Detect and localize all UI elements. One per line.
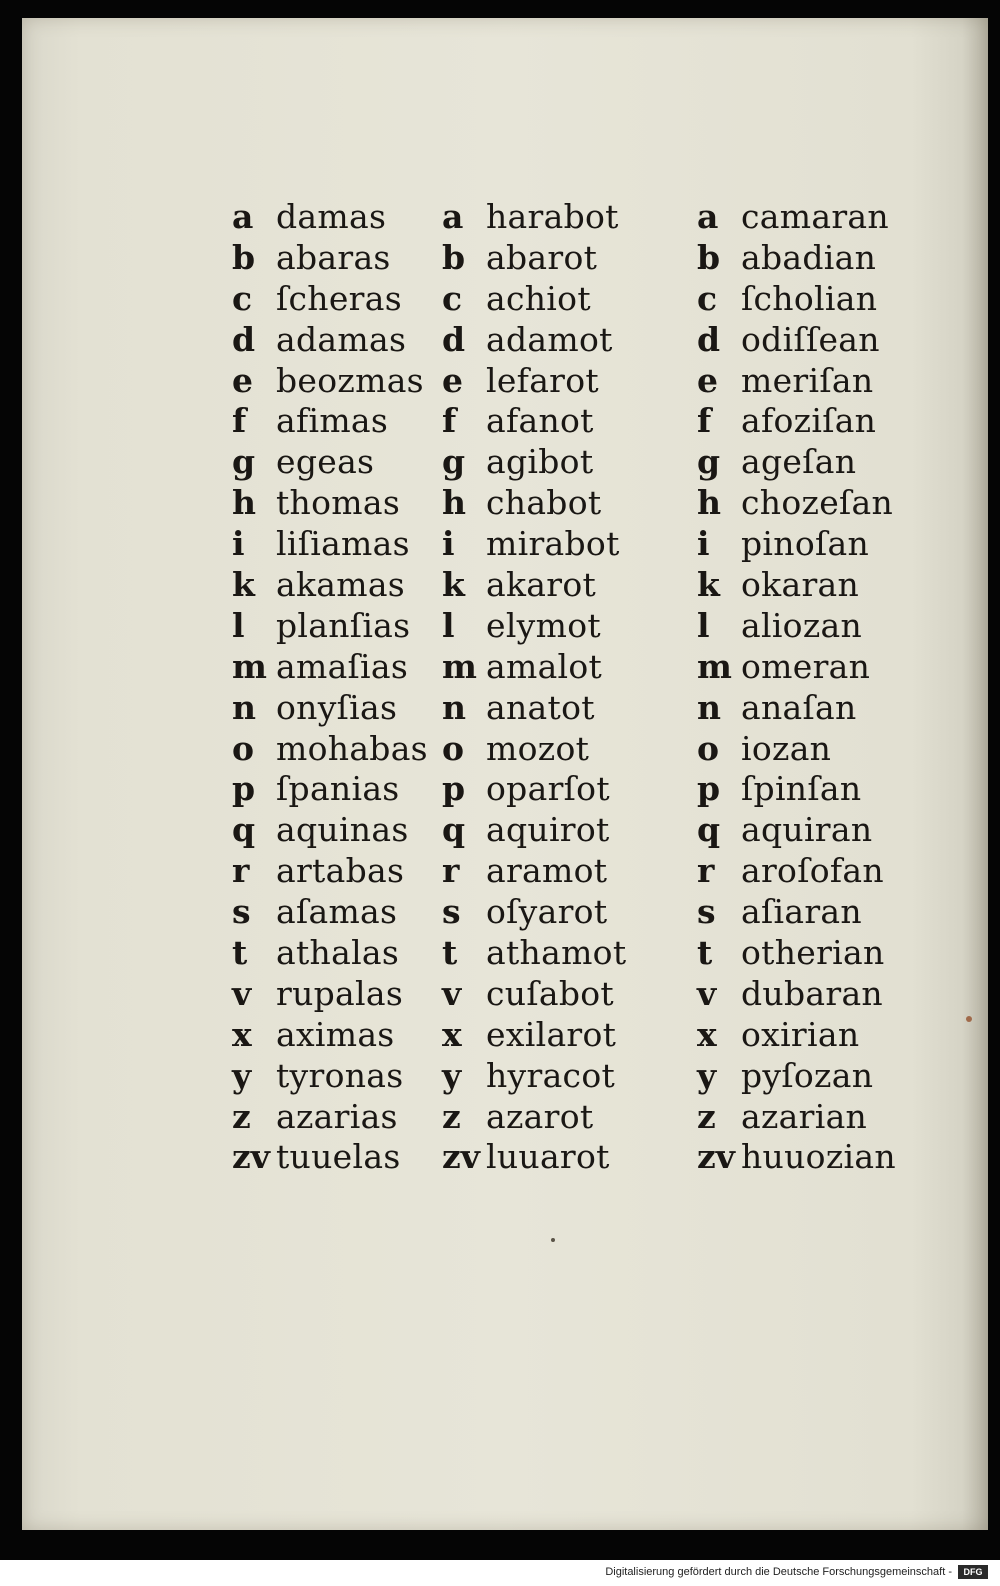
row-word: agibot [486,442,594,482]
row-word: aſamas [276,892,398,932]
alphabet-row [697,1096,896,1137]
row-word: aroſofan [741,851,884,891]
row-word: otherian [741,932,885,972]
alphabet-row [232,400,428,441]
row-letter: a [442,196,464,236]
row-letter: z [232,1096,251,1136]
row-word: abarot [486,237,598,277]
row-word: aſiaran [741,892,862,932]
row-word: chabot [486,483,602,523]
row-word: afimas [276,401,389,441]
row-letter: i [697,524,710,564]
row-letter: l [697,605,710,645]
row-letter: zv [232,1137,270,1177]
row-letter: k [442,564,465,604]
row-letter: r [232,851,250,891]
alphabet-row [232,319,428,360]
alphabet-row [697,523,896,564]
alphabet-row [697,441,896,482]
row-word: harabot [486,196,619,236]
row-letter: q [442,810,466,850]
row-word: aquiran [741,810,873,850]
row-letter: q [697,810,721,850]
row-word: ſcholian [741,278,878,318]
row-word: amalot [486,646,603,686]
row-letter: z [697,1096,716,1136]
row-letter: c [232,278,253,318]
row-word: akamas [276,564,406,604]
row-letter: v [697,973,717,1013]
row-word: thomas [276,483,401,523]
row-letter: o [697,728,720,768]
row-letter: d [697,319,721,359]
row-letter: b [442,237,466,277]
alphabet-row [232,687,428,728]
row-letter: t [442,932,458,972]
alphabet-row [442,1055,626,1096]
row-word: anatot [486,687,595,727]
alphabet-row [697,196,896,237]
row-letter: x [442,1014,462,1054]
alphabet-row [697,932,896,973]
row-word: ſcheras [276,278,402,318]
alphabet-row [697,646,896,687]
row-word: afanot [486,401,594,441]
row-letter: d [232,319,256,359]
row-word: aquirot [486,810,610,850]
row-letter: n [442,687,466,727]
alphabet-row [442,441,626,482]
row-word: achiot [486,278,591,318]
row-letter: y [442,1055,462,1095]
alphabet-row [697,850,896,891]
alphabet-row [232,646,428,687]
alphabet-row [697,482,896,523]
alphabet-row [442,768,626,809]
alphabet-row [442,605,626,646]
row-letter: h [442,483,466,523]
row-word: camaran [741,196,889,236]
row-letter: x [697,1014,717,1054]
stain-mark [966,1016,972,1022]
row-letter: e [232,360,253,400]
row-word: cuſabot [486,973,614,1013]
alphabet-row [697,360,896,401]
alphabet-row [232,1136,428,1177]
row-word: okaran [741,564,860,604]
row-letter: f [442,401,457,441]
alphabet-row [697,1136,896,1177]
row-word: omeran [741,646,871,686]
row-letter: y [232,1055,252,1095]
row-letter: p [442,769,466,809]
row-word: abaras [276,237,391,277]
row-word: oſyarot [486,892,608,932]
row-word: anaſan [741,687,857,727]
row-letter: a [697,196,719,236]
row-letter: l [442,605,455,645]
row-letter: i [442,524,455,564]
alphabet-row [442,360,626,401]
row-word: mohabas [276,728,428,768]
row-letter: h [232,483,256,523]
row-word: exilarot [486,1014,617,1054]
row-letter: s [442,892,461,932]
alphabet-row [232,973,428,1014]
alphabet-row [697,973,896,1014]
alphabet-row [442,482,626,523]
row-word: dubaran [741,973,883,1013]
alphabet-row [697,319,896,360]
row-letter: y [697,1055,717,1095]
alphabet-row [442,564,626,605]
row-word: azarian [741,1096,868,1136]
row-word: aquinas [276,810,409,850]
alphabet-row [442,1136,626,1177]
row-word: meriſan [741,360,874,400]
row-word: tuuelas [276,1137,401,1177]
row-letter: o [442,728,465,768]
row-word: beozmas [276,360,424,400]
footer-credit: Digitalisierung gefördert durch die Deutsche Forschungsgemeinschaft - [605,1566,952,1578]
alphabet-row [232,360,428,401]
row-letter: zv [697,1137,735,1177]
row-letter: zv [442,1137,480,1177]
alphabet-column-1 [232,196,428,1177]
alphabet-row [697,768,896,809]
row-letter: z [442,1096,461,1136]
alphabet-row [697,1014,896,1055]
row-letter: e [697,360,718,400]
row-word: liſiamas [276,524,410,564]
row-letter: f [697,401,712,441]
row-word: planſias [276,605,411,645]
alphabet-row [232,564,428,605]
alphabet-row [232,441,428,482]
row-word: aximas [276,1014,395,1054]
alphabet-row [697,605,896,646]
alphabet-row [232,1096,428,1137]
row-letter: d [442,319,466,359]
alphabet-row [442,319,626,360]
alphabet-row [697,891,896,932]
row-word: athamot [486,932,627,972]
row-word: abadian [741,237,877,277]
row-word: ſpinſan [741,769,862,809]
row-word: adamot [486,319,613,359]
alphabet-row [232,891,428,932]
alphabet-row [442,1014,626,1055]
row-word: ſpanias [276,769,400,809]
alphabet-row [442,196,626,237]
alphabet-row [442,809,626,850]
row-letter: k [232,564,255,604]
row-word: damas [276,196,387,236]
alphabet-row [442,237,626,278]
row-word: ageſan [741,442,857,482]
row-word: rupalas [276,973,404,1013]
alphabet-row [232,605,428,646]
row-word: akarot [486,564,597,604]
row-letter: h [697,483,721,523]
alphabet-row [232,278,428,319]
alphabet-row [697,687,896,728]
row-word: lefarot [486,360,599,400]
row-letter: o [232,728,255,768]
row-word: mirabot [486,524,620,564]
row-word: pinoſan [741,524,870,564]
alphabet-row [697,1055,896,1096]
row-word: adamas [276,319,407,359]
row-letter: t [232,932,248,972]
row-letter: p [697,769,721,809]
alphabet-row [442,278,626,319]
row-word: huuozian [741,1137,896,1177]
row-word: pyſozan [741,1055,874,1095]
row-letter: g [232,442,256,482]
row-word: oxirian [741,1014,860,1054]
alphabet-row [232,768,428,809]
row-word: hyracot [486,1055,616,1095]
alphabet-column-3 [697,196,896,1177]
alphabet-row [697,809,896,850]
row-word: afoziſan [741,401,877,441]
row-word: onyſias [276,687,398,727]
alphabet-row [232,932,428,973]
row-letter: a [232,196,254,236]
row-letter: q [232,810,256,850]
row-word: iozan [741,728,832,768]
dfg-logo: DFG [958,1565,988,1579]
row-word: egeas [276,442,375,482]
row-letter: b [697,237,721,277]
row-letter: m [697,646,732,686]
row-word: aramot [486,851,608,891]
row-letter: m [232,646,267,686]
row-letter: c [442,278,463,318]
alphabet-row [232,809,428,850]
row-letter: i [232,524,245,564]
row-letter: m [442,646,477,686]
row-letter: x [232,1014,252,1054]
alphabet-row [442,973,626,1014]
row-word: azarias [276,1096,398,1136]
row-letter: e [442,360,463,400]
row-letter: t [697,932,713,972]
row-letter: n [697,687,721,727]
alphabet-row [442,932,626,973]
row-letter: r [442,851,460,891]
alphabet-row [697,728,896,769]
alphabet-row [232,237,428,278]
row-word: elymot [486,605,601,645]
row-letter: p [232,769,256,809]
row-letter: r [697,851,715,891]
row-word: mozot [486,728,590,768]
row-letter: v [442,973,462,1013]
ink-speck [551,1238,555,1242]
row-letter: k [697,564,720,604]
row-letter: c [697,278,718,318]
alphabet-row [442,687,626,728]
row-letter: s [697,892,716,932]
row-letter: g [442,442,466,482]
row-letter: b [232,237,256,277]
row-word: amaſias [276,646,409,686]
alphabet-row [232,850,428,891]
row-word: artabas [276,851,405,891]
alphabet-row [442,523,626,564]
row-word: chozeſan [741,483,894,523]
alphabet-row [232,728,428,769]
alphabet-row [442,891,626,932]
alphabet-row [232,1014,428,1055]
alphabet-row [232,1055,428,1096]
alphabet-column-2 [442,196,626,1177]
row-word: azarot [486,1096,594,1136]
row-letter: f [232,401,247,441]
page-fold-shadow [962,18,988,1530]
row-word: odiſſean [741,319,880,359]
row-letter: s [232,892,251,932]
row-letter: n [232,687,256,727]
alphabet-row [232,196,428,237]
alphabet-row [442,1096,626,1137]
alphabet-row [442,850,626,891]
row-word: oparſot [486,769,610,809]
alphabet-row [442,400,626,441]
row-word: aliozan [741,605,863,645]
row-word: tyronas [276,1055,404,1095]
row-letter: l [232,605,245,645]
alphabet-row [442,646,626,687]
alphabet-row [442,728,626,769]
row-letter: g [697,442,721,482]
row-word: luuarot [486,1137,610,1177]
alphabet-row [232,482,428,523]
row-letter: v [232,973,252,1013]
digitization-footer [0,1560,1000,1586]
row-word: athalas [276,932,400,972]
alphabet-row [697,564,896,605]
alphabet-row [697,400,896,441]
alphabet-row [697,237,896,278]
alphabet-row [232,523,428,564]
alphabet-row [697,278,896,319]
